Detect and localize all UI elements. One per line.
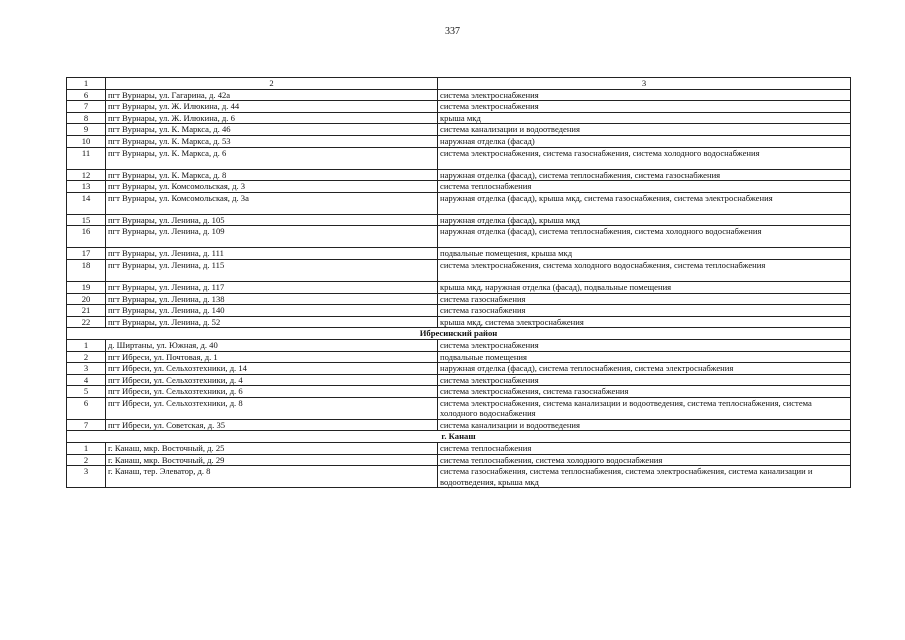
row-number: 9 xyxy=(67,124,106,136)
table-row xyxy=(67,124,851,136)
row-number: 20 xyxy=(67,293,106,305)
row-systems: система электроснабжения xyxy=(438,89,851,101)
row-systems: система электроснабжения xyxy=(438,101,851,113)
row-address: пгт Вурнары, ул. Ленина, д. 52 xyxy=(106,316,438,328)
row-address: пгт Ибреси, ул. Сельхозтехники, д. 4 xyxy=(106,374,438,386)
row-systems: система электроснабжения xyxy=(438,339,851,351)
row-number: 3 xyxy=(67,363,106,375)
row-number: 1 xyxy=(67,339,106,351)
table-row xyxy=(67,248,851,260)
row-number: 2 xyxy=(67,454,106,466)
row-number: 6 xyxy=(67,397,106,419)
section-header-row xyxy=(67,431,851,443)
table-row xyxy=(67,351,851,363)
table-row xyxy=(67,259,851,281)
row-number: 5 xyxy=(67,386,106,398)
row-systems: система теплоснабжения xyxy=(438,181,851,193)
section-title: г. Канаш xyxy=(67,431,851,443)
row-number: 16 xyxy=(67,226,106,248)
row-address: пгт Вурнары, ул. К. Маркса, д. 8 xyxy=(106,169,438,181)
register-table-body xyxy=(67,78,851,488)
table-row xyxy=(67,101,851,113)
row-systems: подвальные помещения, крыша мкд xyxy=(438,248,851,260)
column-header: 3 xyxy=(438,78,851,90)
row-address: пгт Вурнары, ул. Ленина, д. 105 xyxy=(106,214,438,226)
row-number: 2 xyxy=(67,351,106,363)
row-systems: система электроснабжения, система холодного водоснабжения, система теплоснабжения xyxy=(438,259,851,281)
table-row xyxy=(67,419,851,431)
row-number: 11 xyxy=(67,147,106,169)
row-address: пгт Ибреси, ул. Сельхозтехники, д. 14 xyxy=(106,363,438,375)
table-row xyxy=(67,466,851,488)
row-number: 14 xyxy=(67,192,106,214)
row-systems: система теплоснабжения, система холодного водоснабжения xyxy=(438,454,851,466)
section-title: Ибресинский район xyxy=(67,328,851,340)
table-row xyxy=(67,374,851,386)
table-row xyxy=(67,293,851,305)
row-number: 6 xyxy=(67,89,106,101)
row-systems: наружная отделка (фасад), крыша мкд, система газоснабжения, система электроснабжения xyxy=(438,192,851,214)
row-address: пгт Вурнары, ул. Ж. Илюкина, д. 44 xyxy=(106,101,438,113)
table-row xyxy=(67,181,851,193)
row-systems: система канализации и водоотведения xyxy=(438,124,851,136)
table-row xyxy=(67,147,851,169)
row-number: 22 xyxy=(67,316,106,328)
row-address: г. Канаш, тер. Элеватор, д. 8 xyxy=(106,466,438,488)
page-number: 337 xyxy=(445,26,460,37)
row-number: 3 xyxy=(67,466,106,488)
row-systems: подвальные помещения xyxy=(438,351,851,363)
row-systems: система электроснабжения xyxy=(438,374,851,386)
row-address: д. Ширтаны, ул. Южная, д. 40 xyxy=(106,339,438,351)
row-systems: наружная отделка (фасад), система теплоснабжения, система холодного водоснабжения xyxy=(438,226,851,248)
table-row xyxy=(67,339,851,351)
table-row xyxy=(67,305,851,317)
row-address: пгт Вурнары, ул. К. Маркса, д. 53 xyxy=(106,135,438,147)
row-number: 21 xyxy=(67,305,106,317)
row-address: пгт Вурнары, ул. Ленина, д. 111 xyxy=(106,248,438,260)
row-address: пгт Вурнары, ул. К. Маркса, д. 46 xyxy=(106,124,438,136)
row-address: пгт Вурнары, ул. Ленина, д. 115 xyxy=(106,259,438,281)
row-number: 12 xyxy=(67,169,106,181)
row-address: пгт Вурнары, ул. Ленина, д. 117 xyxy=(106,281,438,293)
column-header: 1 xyxy=(67,78,106,90)
row-systems: наружная отделка (фасад), система теплоснабжения, система электроснабжения xyxy=(438,363,851,375)
row-systems: наружная отделка (фасад), система теплоснабжения, система газоснабжения xyxy=(438,169,851,181)
row-number: 7 xyxy=(67,419,106,431)
row-address: пгт Вурнары, ул. Ленина, д. 138 xyxy=(106,293,438,305)
table-row xyxy=(67,112,851,124)
row-systems: система электроснабжения, система газоснабжения xyxy=(438,386,851,398)
row-systems: наружная отделка (фасад), крыша мкд xyxy=(438,214,851,226)
row-systems: крыша мкд, система электроснабжения xyxy=(438,316,851,328)
table-row xyxy=(67,386,851,398)
section-header-row xyxy=(67,328,851,340)
row-address: пгт Вурнары, ул. Ж. Илюкина, д. 6 xyxy=(106,112,438,124)
row-number: 4 xyxy=(67,374,106,386)
row-address: пгт Ибреси, ул. Советская, д. 35 xyxy=(106,419,438,431)
table-row xyxy=(67,135,851,147)
table-row xyxy=(67,89,851,101)
table-row xyxy=(67,281,851,293)
row-systems: система электроснабжения, система канализации и водоотведения, система теплоснабжения, система холодного водоснабжения xyxy=(438,397,851,419)
table-row xyxy=(67,454,851,466)
row-number: 1 xyxy=(67,443,106,455)
table-row xyxy=(67,226,851,248)
row-number: 8 xyxy=(67,112,106,124)
row-number: 18 xyxy=(67,259,106,281)
row-address: пгт Вурнары, ул. Ленина, д. 140 xyxy=(106,305,438,317)
row-address: пгт Вурнары, ул. Ленина, д. 109 xyxy=(106,226,438,248)
row-number: 7 xyxy=(67,101,106,113)
row-number: 10 xyxy=(67,135,106,147)
row-systems: система теплоснабжения xyxy=(438,443,851,455)
table-row xyxy=(67,443,851,455)
row-systems: крыша мкд, наружная отделка (фасад), подвальные помещения xyxy=(438,281,851,293)
row-systems: крыша мкд xyxy=(438,112,851,124)
table-row xyxy=(67,316,851,328)
row-address: пгт Ибреси, ул. Сельхозтехники, д. 8 xyxy=(106,397,438,419)
row-address: пгт Вурнары, ул. Комсомольская, д. 3а xyxy=(106,192,438,214)
row-number: 15 xyxy=(67,214,106,226)
column-header: 2 xyxy=(106,78,438,90)
row-systems: система газоснабжения, система теплоснабжения, система электроснабжения, система канализации и водоотведения, крыша мкд xyxy=(438,466,851,488)
table-row xyxy=(67,363,851,375)
table-row xyxy=(67,214,851,226)
table-row xyxy=(67,192,851,214)
row-address: пгт Ибреси, ул. Сельхозтехники, д. 6 xyxy=(106,386,438,398)
row-systems: наружная отделка (фасад) xyxy=(438,135,851,147)
register-table xyxy=(66,77,851,488)
row-systems: система канализации и водоотведения xyxy=(438,419,851,431)
table-header-row xyxy=(67,78,851,90)
table-row xyxy=(67,169,851,181)
row-number: 17 xyxy=(67,248,106,260)
row-address: г. Канаш, мкр. Восточный, д. 29 xyxy=(106,454,438,466)
row-number: 19 xyxy=(67,281,106,293)
row-address: пгт Ибреси, ул. Почтовая, д. 1 xyxy=(106,351,438,363)
row-address: г. Канаш, мкр. Восточный, д. 25 xyxy=(106,443,438,455)
row-systems: система газоснабжения xyxy=(438,305,851,317)
row-systems: система электроснабжения, система газоснабжения, система холодного водоснабжения xyxy=(438,147,851,169)
row-address: пгт Вурнары, ул. Комсомольская, д. 3 xyxy=(106,181,438,193)
row-systems: система газоснабжения xyxy=(438,293,851,305)
row-address: пгт Вурнары, ул. К. Маркса, д. 6 xyxy=(106,147,438,169)
row-address: пгт Вурнары, ул. Гагарина, д. 42а xyxy=(106,89,438,101)
row-number: 13 xyxy=(67,181,106,193)
table-row xyxy=(67,397,851,419)
